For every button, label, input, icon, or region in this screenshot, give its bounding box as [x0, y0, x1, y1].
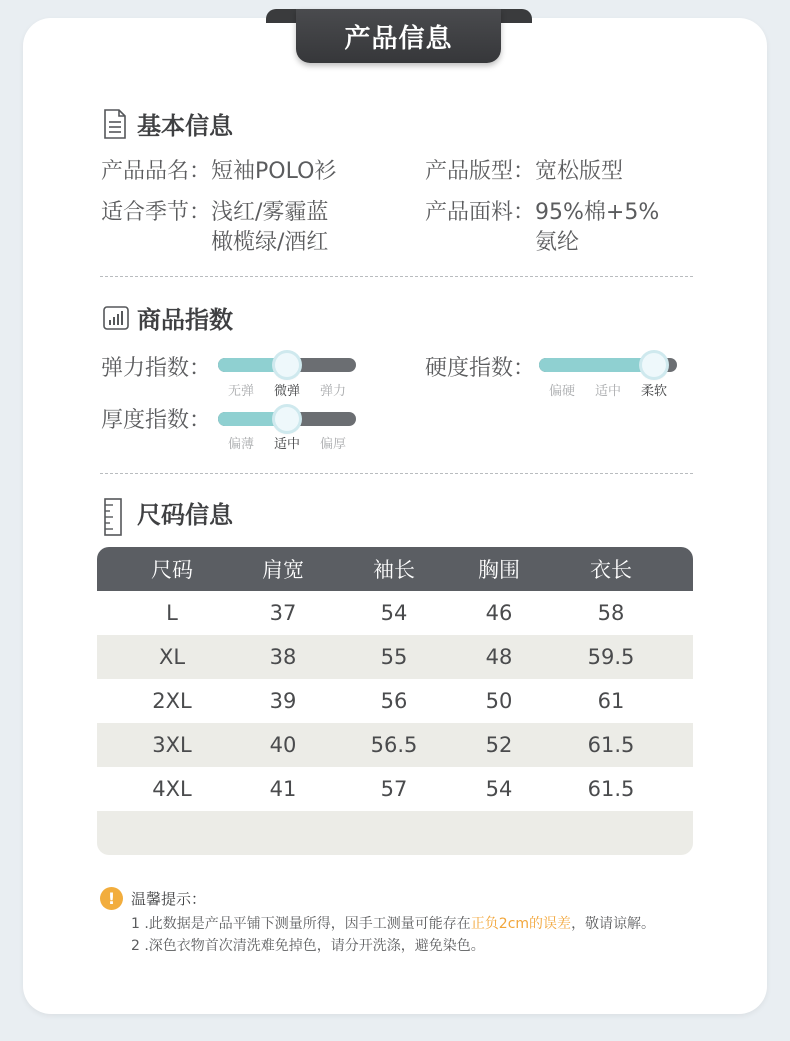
header-size: 尺码 [151, 558, 193, 582]
table-cell: 39 [269, 689, 297, 713]
season-key: 适合季节： [101, 200, 212, 225]
table-cell: L [166, 601, 178, 625]
product-fit-key: 产品版型： [425, 159, 536, 184]
index-label: 弹力指数： [101, 356, 212, 381]
slider-fill [539, 358, 654, 372]
page-title: 产品信息 [296, 9, 501, 63]
section-divider [100, 276, 693, 277]
header-chest: 胸围 [478, 558, 520, 582]
table-footer [97, 811, 693, 855]
index-label: 厚度指数： [101, 408, 212, 433]
basic-info-title: 基本信息 [137, 112, 233, 140]
table-cell: 48 [485, 645, 513, 669]
product-index-title: 商品指数 [137, 306, 233, 334]
table-cell: 57 [380, 777, 408, 801]
slider-tick-label: 适中 [273, 437, 300, 452]
slider-knob [275, 407, 299, 431]
tip-line-1 [131, 913, 655, 933]
size-info-heading [103, 495, 233, 530]
table-cell: 46 [485, 601, 513, 625]
season-value-line-2: 橄榄绿/酒红 [211, 230, 329, 255]
header-sleeve: 袖长 [373, 558, 415, 582]
fabric-value-line-2: 氨纶 [535, 230, 580, 255]
index-slider [539, 358, 677, 372]
signal-bars-icon [103, 303, 129, 333]
table-cell: 55 [380, 645, 408, 669]
slider-knob [642, 353, 666, 377]
tip-highlight: 正负2cm的误差 [470, 916, 572, 932]
warning-icon: ! [100, 887, 123, 910]
tip-line-1-end: ，敬请谅解。 [571, 916, 656, 932]
slider-tick-label: 无弹 [227, 384, 254, 399]
table-row [97, 679, 693, 723]
table-cell: 61 [597, 689, 625, 713]
table-cell: 40 [269, 733, 297, 757]
product-index-heading [103, 300, 233, 335]
product-name-row [101, 157, 336, 187]
table-cell: 37 [269, 601, 297, 625]
table-cell: 56 [380, 689, 408, 713]
slider-tick-label: 柔软 [640, 384, 667, 399]
tip-line-2: 2 .深色衣物首次清洗难免掉色，请分开洗涤，避免染色。 [131, 938, 485, 954]
table-cell: 52 [485, 733, 513, 757]
fabric-key: 产品面料： [425, 200, 536, 225]
table-cell: 61.5 [587, 733, 635, 757]
table-cell: 54 [380, 601, 408, 625]
slider-tick-label: 微弹 [273, 384, 300, 399]
fabric-row [425, 198, 659, 258]
table-cell: 2XL [152, 689, 192, 713]
table-cell: 4XL [152, 777, 192, 801]
fabric-value [535, 198, 659, 258]
table-cell: 3XL [152, 733, 192, 757]
table-cell: 50 [485, 689, 513, 713]
header-length: 衣长 [590, 558, 632, 582]
table-row [97, 635, 693, 679]
slider-tick-label: 弹力 [319, 384, 346, 399]
table-cell: 54 [485, 777, 513, 801]
header-shoulder: 肩宽 [262, 558, 304, 582]
table-cell: 61.5 [587, 777, 635, 801]
index-label: 硬度指数： [425, 356, 536, 381]
basic-info-heading [103, 106, 233, 141]
tips-title: 温馨提示： [131, 890, 207, 908]
slider-tick-label: 偏硬 [548, 384, 575, 399]
table-row [97, 767, 693, 811]
table-cell: 38 [269, 645, 297, 669]
slider-ticks [218, 380, 356, 399]
table-cell: 58 [597, 601, 625, 625]
table-cell: 41 [269, 777, 297, 801]
slider-tick-label: 适中 [594, 384, 621, 399]
product-fit-row [425, 157, 623, 187]
size-info-title: 尺码信息 [137, 501, 233, 529]
slider-tick-label: 偏厚 [319, 437, 346, 452]
slider-ticks [218, 433, 356, 452]
season-row [101, 198, 328, 258]
season-value [211, 198, 328, 258]
table-cell: XL [158, 645, 186, 669]
slider-tick-label: 偏薄 [227, 437, 254, 452]
section-divider [100, 473, 693, 474]
product-name-value: 短袖POLO衫 [211, 159, 337, 184]
season-value-line-1: 浅红/雾霾蓝 [211, 200, 329, 225]
index-slider [218, 358, 356, 372]
size-table [97, 547, 693, 855]
fabric-value-line-1: 95%棉+5% [535, 200, 660, 225]
document-icon [103, 109, 129, 139]
table-cell: 59.5 [587, 645, 635, 669]
index-slider [218, 412, 356, 426]
tip-line-1-text: 1 .此数据是产品平铺下测量所得，因手工测量可能存在 [131, 916, 471, 932]
table-cell: 56.5 [370, 733, 418, 757]
slider-knob [275, 353, 299, 377]
product-name-key: 产品品名： [101, 159, 212, 184]
table-row [97, 591, 693, 635]
product-fit-value: 宽松版型 [535, 159, 624, 184]
ruler-icon [103, 498, 129, 528]
slider-ticks [539, 380, 677, 399]
table-row [97, 723, 693, 767]
size-table-header [97, 547, 693, 591]
